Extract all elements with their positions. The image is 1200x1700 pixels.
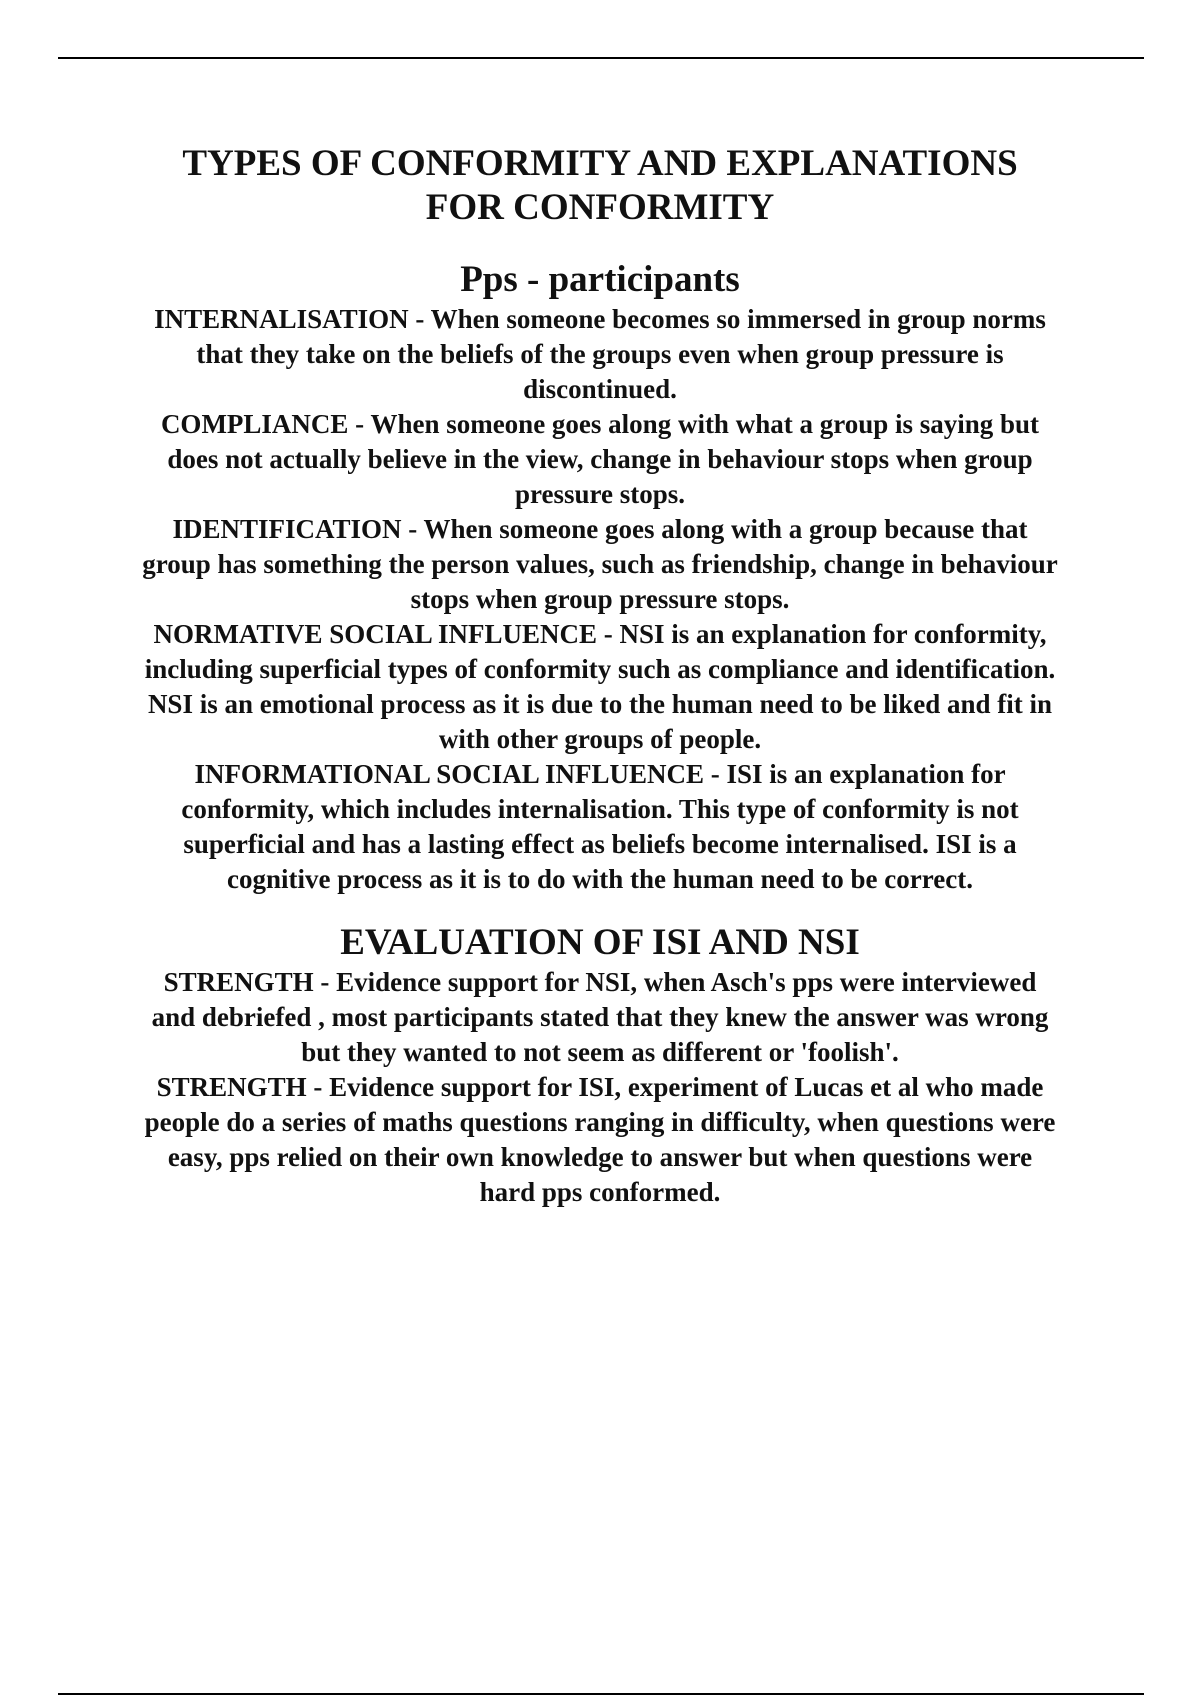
paragraph-compliance: COMPLIANCE - When someone goes along with what a group is saying but does not actually believe in the view, change in behaviour stops when group pressure stops. — [160, 409, 1040, 509]
paragraph-nsi: NORMATIVE SOCIAL INFLUENCE - NSI is an explanation for conformity, including superficial types of conformity such as compliance and identification. NSI is an emotional process as it is due to the human need to be liked and fit in with other groups of people. — [144, 619, 1056, 754]
paragraph-strength-nsi: STRENGTH - Evidence support for NSI, when Asch's pps were interviewed and debriefed , most participants stated that they knew the answer was wrong but they wanted to not seem as different or 'foolish'. — [151, 967, 1049, 1067]
page-subtitle: Pps - participants — [460, 259, 740, 300]
evaluation-heading: EVALUATION OF ISI AND NSI — [340, 922, 860, 963]
paragraph-strength-isi: STRENGTH - Evidence support for ISI, experiment of Lucas et al who made people do a series of maths questions ranging in difficulty, when questions were easy, pps relied on their own knowledge to answer but when questions were hard pps conformed. — [144, 1072, 1056, 1207]
bottom-divider — [58, 1693, 1144, 1695]
paragraph-identification: IDENTIFICATION - When someone goes along with a group because that group has something the person values, such as friendship, change in behaviour stops when group pressure stops. — [142, 514, 1058, 614]
paragraph-isi: INFORMATIONAL SOCIAL INFLUENCE - ISI is an explanation for conformity, which includes internalisation. This type of conformity is not superficial and has a lasting effect as beliefs become internalised. ISI is a cognitive process as it is to do with the human need to be correct. — [181, 759, 1019, 894]
page-title: TYPES OF CONFORMITY AND EXPLANATIONS FOR CONFORMITY — [182, 143, 1018, 228]
paragraph-internalisation: INTERNALISATION - When someone becomes so immersed in group norms that they take on the beliefs of the groups even when group pressure is discontinued. — [154, 304, 1046, 404]
top-divider — [58, 57, 1144, 59]
document-body — [140, 142, 1060, 1210]
